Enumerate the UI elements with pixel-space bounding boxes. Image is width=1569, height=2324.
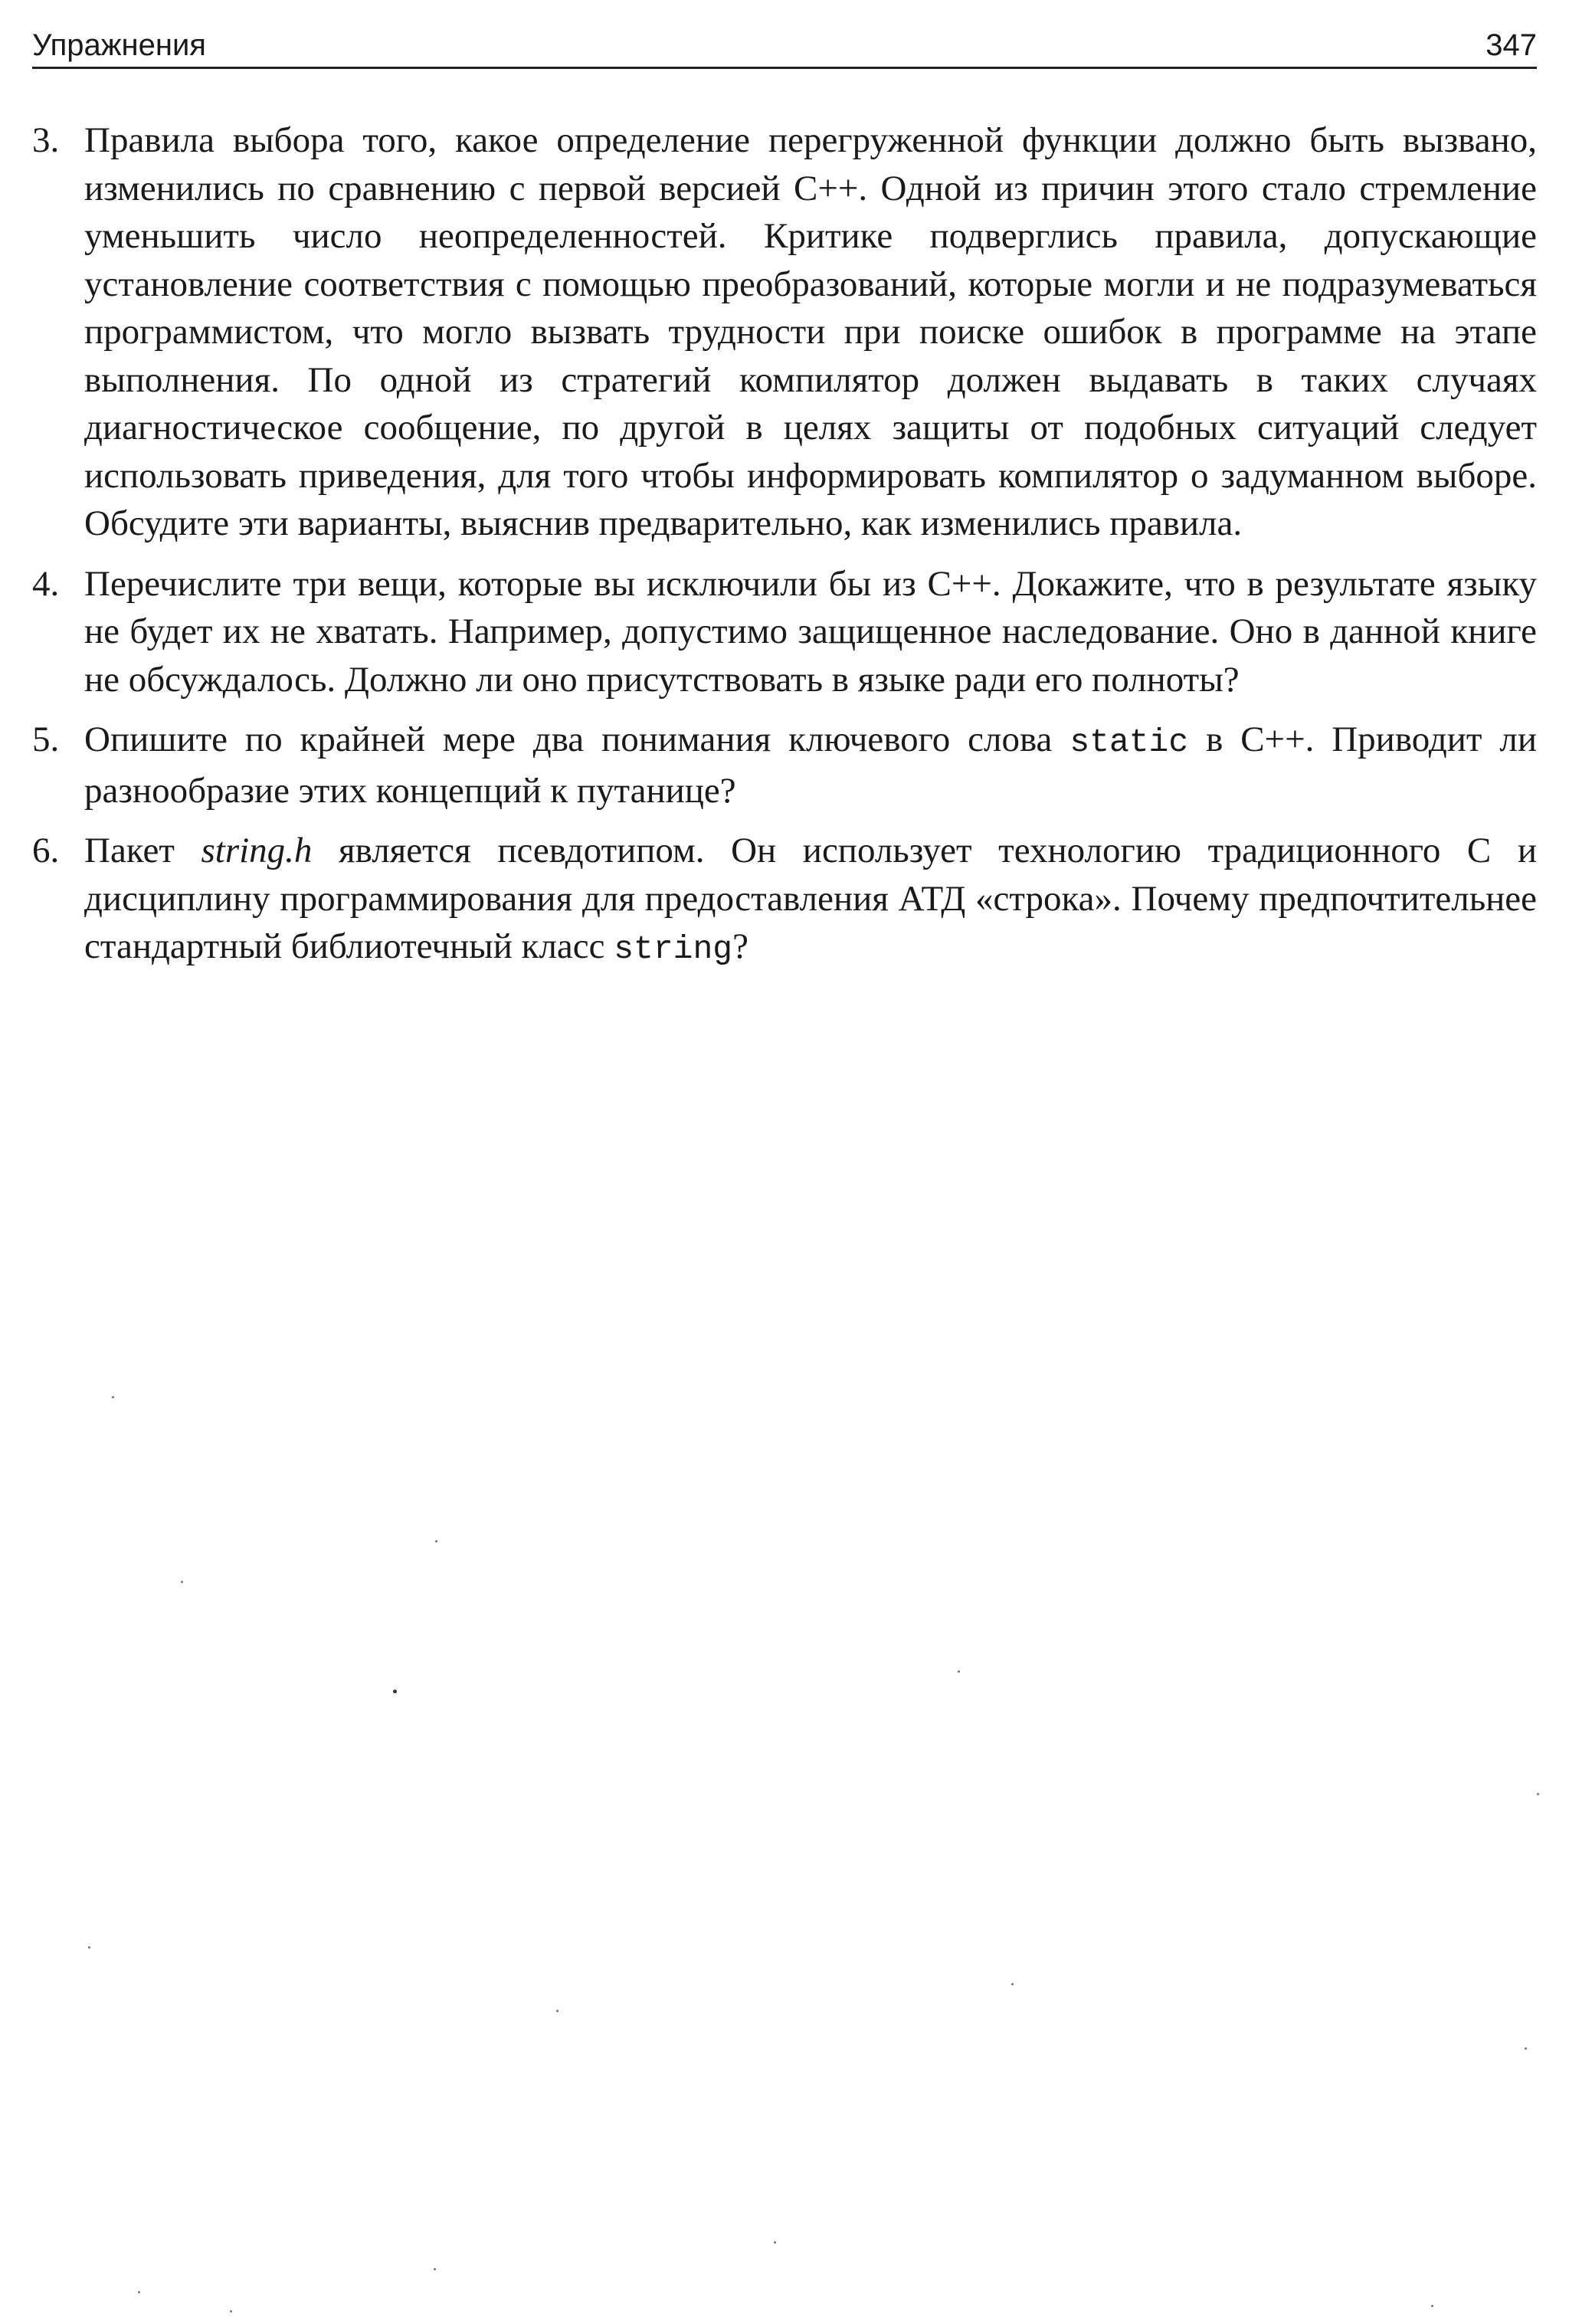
- scan-speck: [1525, 2047, 1527, 2050]
- exercise-text: Правила выбора того, какое определение перегруженной функции должно быть вызвано, изменились по сравнению с первой версией С++. Одной из причин этого стало стремление уменьшить число неопределенностей. Критике подверглись правила, допускающие установление соответствия с помощью преобразований, которые могли и не подразумеваться программистом, что могло вызвать трудности при поиске ошибок в программе на этапе выполнения. По одной из стратегий компилятор должен выдавать в таких случаях диагностическое сообщение, по другой в целях защиты от подобных ситуаций следует использовать приведения, для того чтобы информировать компилятор о задуманном выборе. Обсудите эти варианты, выяснив предварительно, как изменились правила.: [84, 120, 1537, 543]
- scan-speck: [435, 1540, 437, 1542]
- scan-speck: [181, 1581, 183, 1583]
- scan-speck: [434, 2268, 436, 2270]
- text-before-italic: Пакет: [84, 831, 201, 870]
- scan-speck: [1011, 1983, 1014, 1985]
- exercise-text: [84, 716, 1537, 815]
- code-keyword-static: static: [1069, 723, 1189, 761]
- scan-speck: [230, 2310, 232, 2313]
- exercise-list: [32, 116, 1537, 986]
- exercise-number: 5.: [32, 719, 60, 759]
- exercise-number: 3.: [32, 120, 60, 160]
- page-number: 347: [1485, 28, 1537, 62]
- exercise-text: [84, 827, 1537, 974]
- text-after-code: в С++. Приводит ли разнообразие этих концепций к путанице?: [84, 719, 1537, 811]
- text-middle: является псевдотипом. Он использует технологию традиционного С и дисциплину программирования для предоставления АТД «строка». Почему предпочтительнее стандартный библиотечный класс: [84, 831, 1538, 966]
- exercise-5: [32, 716, 1537, 815]
- scan-speck: [393, 1690, 397, 1693]
- scan-speck: [1537, 1793, 1539, 1795]
- scan-speck: [958, 1670, 960, 1673]
- exercise-text: Перечислите три вещи, которые вы исключили бы из С++. Докажите, что в результате языку не будет их не хватать. Например, допустимо защищенное наследование. Оно в данной книге не обсуждалось. Должно ли оно присутствовать в языке ради его полноты?: [84, 563, 1537, 700]
- scan-speck: [556, 2010, 558, 2012]
- code-class-string: string: [614, 930, 733, 968]
- text-after-code: ?: [732, 926, 748, 966]
- exercise-3: [32, 116, 1537, 548]
- scan-speck: [774, 2241, 776, 2244]
- exercise-4: [32, 560, 1537, 704]
- italic-package-name: string.h: [201, 831, 313, 870]
- scan-speck: [88, 1946, 90, 1949]
- exercise-6: [32, 827, 1537, 974]
- exercise-number: 4.: [32, 563, 60, 604]
- exercise-number: 6.: [32, 831, 60, 870]
- scan-speck: [112, 1396, 114, 1398]
- scan-speck: [1431, 2305, 1433, 2307]
- scan-speck: [138, 2291, 140, 2293]
- section-title: Упражнения: [32, 28, 206, 62]
- running-header: [32, 23, 1537, 69]
- text-before-code: Опишите по крайней мере два понимания ключевого слова: [84, 719, 1070, 759]
